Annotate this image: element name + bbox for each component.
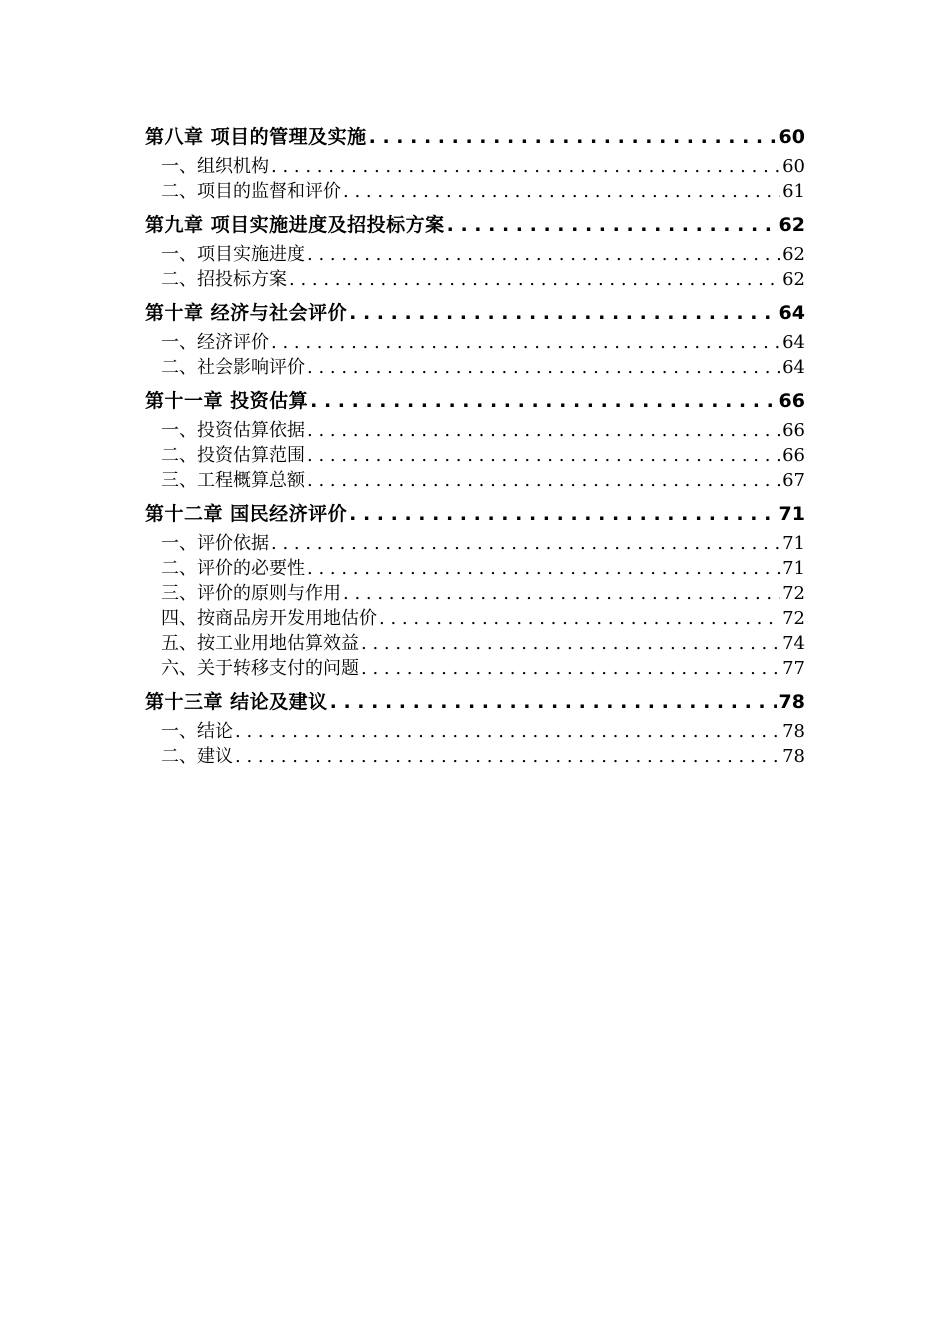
toc-chapter xyxy=(145,120,805,204)
toc-section-title: 一、经济评价 xyxy=(161,332,269,353)
toc-section-page-number: 62 xyxy=(782,244,805,265)
toc-chapter-entry[interactable] xyxy=(145,685,805,719)
toc-dot-leader xyxy=(271,330,780,355)
toc-section-page-number: 67 xyxy=(782,470,805,491)
toc-dot-leader xyxy=(307,556,780,581)
toc-chapter xyxy=(145,685,805,769)
toc-dot-leader xyxy=(343,581,780,606)
toc-section-title: 三、工程概算总额 xyxy=(161,470,305,491)
toc-chapter-entry[interactable] xyxy=(145,384,805,418)
toc-section-entry[interactable] xyxy=(145,656,805,681)
table-of-contents xyxy=(145,120,805,773)
toc-section-title: 二、社会影响评价 xyxy=(161,357,305,378)
toc-dot-leader xyxy=(330,685,777,719)
toc-section-entry[interactable] xyxy=(145,179,805,204)
toc-section-page-number: 66 xyxy=(782,445,805,466)
toc-section-title: 二、项目的监督和评价 xyxy=(161,181,341,202)
toc-section-page-number: 71 xyxy=(782,533,805,554)
toc-section-page-number: 62 xyxy=(782,269,805,290)
toc-dot-leader xyxy=(289,267,780,292)
toc-section-page-number: 64 xyxy=(782,357,805,378)
toc-chapter-title: 第十二章 国民经济评价 xyxy=(145,503,348,525)
toc-chapter-title: 第十三章 结论及建议 xyxy=(145,691,328,713)
toc-chapter-title: 第十章 经济与社会评价 xyxy=(145,302,348,324)
toc-section-entry[interactable] xyxy=(145,719,805,744)
toc-section-page-number: 74 xyxy=(782,633,805,654)
toc-chapter-entry[interactable] xyxy=(145,208,805,242)
toc-section-entry[interactable] xyxy=(145,330,805,355)
toc-dot-leader xyxy=(310,384,776,418)
toc-section-title: 二、招投标方案 xyxy=(161,269,287,290)
toc-section-entry[interactable] xyxy=(145,355,805,380)
toc-section-title: 二、投资估算范围 xyxy=(161,445,305,466)
toc-dot-leader xyxy=(307,355,780,380)
toc-chapter-page-number: 71 xyxy=(778,503,805,525)
toc-section-entry[interactable] xyxy=(145,581,805,606)
toc-dot-leader xyxy=(361,656,780,681)
toc-section-page-number: 66 xyxy=(782,420,805,441)
toc-section-entry[interactable] xyxy=(145,744,805,769)
toc-dot-leader xyxy=(307,468,780,493)
toc-section-entry[interactable] xyxy=(145,443,805,468)
toc-section-entry[interactable] xyxy=(145,468,805,493)
toc-section-title: 三、评价的原则与作用 xyxy=(161,583,341,604)
toc-section-title: 五、按工业用地估算效益 xyxy=(161,633,359,654)
toc-section-title: 一、项目实施进度 xyxy=(161,244,305,265)
toc-chapter-page-number: 64 xyxy=(778,302,805,324)
toc-dot-leader xyxy=(379,606,780,631)
toc-section-page-number: 78 xyxy=(782,746,805,767)
toc-dot-leader xyxy=(349,296,776,330)
toc-chapter-entry[interactable] xyxy=(145,497,805,531)
toc-section-title: 六、关于转移支付的问题 xyxy=(161,658,359,679)
toc-dot-leader xyxy=(369,120,777,154)
toc-section-title: 一、评价依据 xyxy=(161,533,269,554)
toc-chapter-page-number: 60 xyxy=(778,126,805,148)
toc-section-page-number: 60 xyxy=(782,156,805,177)
toc-section-page-number: 72 xyxy=(782,583,805,604)
toc-section-entry[interactable] xyxy=(145,242,805,267)
toc-dot-leader xyxy=(235,744,780,769)
toc-dot-leader xyxy=(235,719,780,744)
toc-dot-leader xyxy=(447,208,777,242)
toc-section-page-number: 77 xyxy=(782,658,805,679)
toc-chapter xyxy=(145,384,805,493)
toc-section-entry[interactable] xyxy=(145,154,805,179)
toc-section-entry[interactable] xyxy=(145,267,805,292)
toc-section-entry[interactable] xyxy=(145,531,805,556)
toc-dot-leader xyxy=(349,497,776,531)
toc-dot-leader xyxy=(361,631,780,656)
toc-dot-leader xyxy=(271,154,780,179)
toc-section-page-number: 72 xyxy=(782,608,805,629)
toc-chapter xyxy=(145,497,805,681)
toc-chapter-entry[interactable] xyxy=(145,120,805,154)
toc-section-title: 四、按商品房开发用地估价 xyxy=(161,608,377,629)
toc-dot-leader xyxy=(307,418,780,443)
toc-chapter-entry[interactable] xyxy=(145,296,805,330)
toc-section-title: 二、评价的必要性 xyxy=(161,558,305,579)
toc-section-page-number: 78 xyxy=(782,721,805,742)
toc-section-title: 一、组织机构 xyxy=(161,156,269,177)
toc-chapter xyxy=(145,296,805,380)
toc-dot-leader xyxy=(307,443,780,468)
toc-chapter-title: 第九章 项目实施进度及招投标方案 xyxy=(145,214,445,236)
toc-section-page-number: 64 xyxy=(782,332,805,353)
toc-section-title: 一、结论 xyxy=(161,721,233,742)
toc-chapter-page-number: 62 xyxy=(778,214,805,236)
toc-section-entry[interactable] xyxy=(145,631,805,656)
toc-dot-leader xyxy=(343,179,780,204)
toc-dot-leader xyxy=(307,242,780,267)
toc-chapter-title: 第十一章 投资估算 xyxy=(145,390,309,412)
toc-chapter-title: 第八章 项目的管理及实施 xyxy=(145,126,367,148)
toc-section-title: 二、建议 xyxy=(161,746,233,767)
toc-dot-leader xyxy=(271,531,780,556)
toc-section-entry[interactable] xyxy=(145,556,805,581)
toc-chapter-page-number: 66 xyxy=(778,390,805,412)
toc-section-page-number: 71 xyxy=(782,558,805,579)
toc-chapter-page-number: 78 xyxy=(778,691,805,713)
toc-section-entry[interactable] xyxy=(145,606,805,631)
toc-section-page-number: 61 xyxy=(782,181,805,202)
toc-chapter xyxy=(145,208,805,292)
toc-section-title: 一、投资估算依据 xyxy=(161,420,305,441)
toc-section-entry[interactable] xyxy=(145,418,805,443)
